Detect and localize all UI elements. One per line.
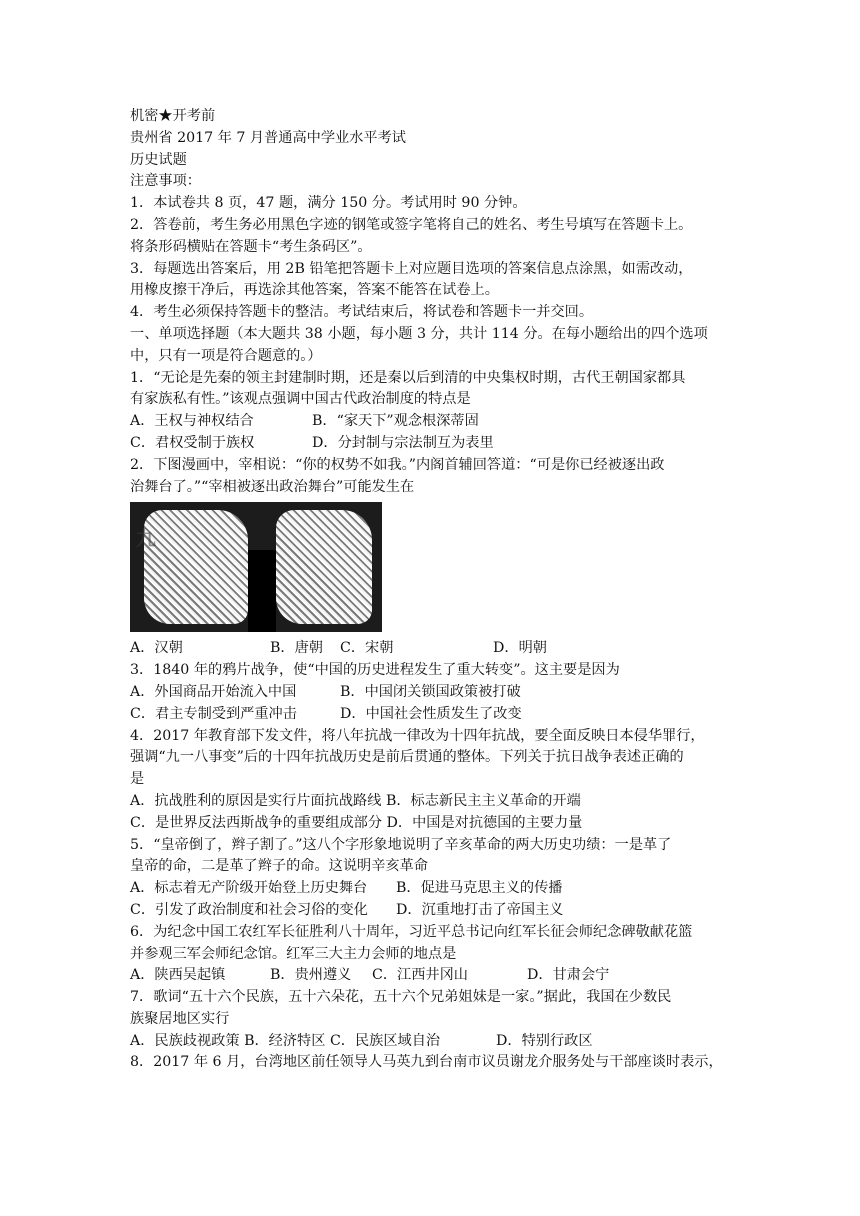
- q7-option-abc: A．民族歧视政策 B．经济特区 C．民族区域自治: [130, 1032, 441, 1049]
- q7-option-d: D．特别行政区: [496, 1032, 593, 1049]
- q7-stem: 7．歌词“五十六个民族，五十六朵花，五十六个兄弟姐妹是一家。”据此，我国在少数民: [130, 989, 672, 1006]
- note-1: 1．本试卷共 8 页，47 题，满分 150 分。考试用时 90 分钟。: [130, 195, 527, 212]
- q1-option-a: A．王权与神权结合: [130, 413, 254, 430]
- q6-options: [130, 965, 736, 987]
- q7-stem-cont: 族聚居地区实行: [130, 1010, 230, 1027]
- cartoon-figure-left: [144, 510, 248, 624]
- q1-stem-cont: 有家族私有性。”该观点强调中国古代政治制度的特点是: [130, 391, 471, 408]
- q8-stem: 8．2017 年 6 月，台湾地区前任领导人马英九到台南市议员谢龙介服务处与干部座谈时表示，: [130, 1054, 723, 1071]
- q5-options-ab: [130, 878, 736, 900]
- q6-option-a: A．陕西吴起镇: [130, 967, 226, 984]
- q3-options-cd: [130, 704, 736, 726]
- exam-page: [130, 106, 736, 1074]
- notes-heading: 注意事项：: [130, 173, 201, 190]
- q5-option-d: D．沉重地打击了帝国主义: [396, 901, 564, 918]
- q2-option-c: C．宋朝: [340, 640, 394, 657]
- q4-stem-end: 是: [130, 771, 145, 788]
- note-4: 4．考生必须保持答题卡的整洁。考试结束后，将试卷和答题卡一并交回。: [130, 304, 594, 321]
- q2-option-a: A．汉朝: [130, 640, 183, 657]
- exam-title: 贵州省 2017 年 7 月普通高中学业水平考试: [130, 129, 406, 146]
- q4-options-cd: C．是世界反法西斯战争的重要组成部分 D．中国是对抗德国的主要力量: [130, 814, 583, 831]
- q3-options-ab: [130, 682, 736, 704]
- section-1-heading: 一、单项选择题（本大题共 38 小题，每小题 3 分，共计 114 分。在每小题给出的四个选项: [130, 325, 708, 342]
- watermark: 九: [136, 526, 158, 551]
- q6-option-d: D．甘肃会宁: [527, 967, 610, 984]
- q5-option-c: C．引发了政治制度和社会习俗的变化: [130, 901, 368, 918]
- note-3b: 用橡皮擦干净后，再选涂其他答案，答案不能答在试卷上。: [130, 282, 499, 299]
- q4-stem: 4．2017 年教育部下发文件，将八年抗战一律改为十四年抗战，要全面反映日本侵华罪行，: [130, 727, 705, 744]
- q2-option-d: D．明朝: [493, 640, 547, 657]
- q3-option-d: D．中国社会性质发生了改变: [340, 705, 522, 722]
- q1-option-c: C．君权受制于族权: [130, 434, 255, 451]
- secret-label: 机密★开考前: [130, 108, 216, 124]
- q7-options: [130, 1031, 736, 1053]
- q1-option-b: B．“家天下”观念根深蒂固: [312, 413, 479, 430]
- q5-option-b: B．促进马克思主义的传播: [396, 880, 563, 897]
- q3-option-a: A．外国商品开始流入中国: [130, 683, 297, 700]
- q5-stem: 5．“皇帝倒了，辫子割了。”这八个字形象地说明了辛亥革命的两大历史功绩：一是革了: [130, 836, 672, 853]
- q3-stem: 3．1840 年的鸦片战争，使“中国的历史进程发生了重大转变”。这主要是因为: [130, 662, 620, 679]
- cartoon-figure-right: [276, 510, 372, 624]
- q5-option-a: A．标志着无产阶级开始登上历史舞台: [130, 880, 368, 897]
- cartoon-image: [130, 502, 382, 632]
- q2-stem-cont: 治舞台了。”“宰相被逐出政治舞台”可能发生在: [130, 478, 415, 495]
- subject-title: 历史试题: [130, 151, 187, 168]
- q1-option-d: D．分封制与宗法制互为表里: [312, 434, 494, 451]
- q4-options-ab: A．抗战胜利的原因是实行片面抗战路线 B．标志新民主主义革命的开端: [130, 792, 581, 809]
- q3-option-b: B．中国闭关锁国政策被打破: [340, 683, 521, 700]
- q6-option-b: B．贵州遵义: [270, 967, 352, 984]
- q5-options-cd: [130, 900, 736, 922]
- q1-options-cd: [130, 433, 736, 455]
- q3-option-c: C．君主专制受到严重冲击: [130, 705, 297, 722]
- q2-options: [130, 638, 736, 660]
- q5-stem-cont: 皇帝的命，二是革了辫子的命。这说明辛亥革命: [130, 858, 428, 875]
- q6-option-c: C．江西井冈山: [372, 967, 468, 984]
- q6-stem: 6．为纪念中国工农红军长征胜利八十周年，习近平总书记向红军长征会师纪念碑敬献花篮: [130, 923, 693, 940]
- note-3a: 3．每题选出答案后，用 2B 铅笔把答题卡上对应题目选项的答案信息点涂黑，如需改动，: [130, 260, 693, 277]
- q1-options-ab: [130, 411, 736, 433]
- section-1-heading-cont: 中，只有一项是符合题意的。）: [130, 347, 322, 364]
- q2-option-b: B．唐朝: [270, 640, 323, 657]
- note-2a: 2．答卷前，考生务必用黑色字迹的钢笔或签字笔将自己的姓名、考生号填写在答题卡上。: [130, 216, 693, 233]
- q6-stem-cont: 并参观三军会师纪念馆。红军三大主力会师的地点是: [130, 945, 457, 962]
- q4-stem-cont: 强调“九一八事变”后的十四年抗战历史是前后贯通的整体。下列关于抗日战争表述正确的: [130, 749, 684, 766]
- q1-stem: 1．“无论是先秦的领主封建制时期，还是秦以后到清的中央集权时期，古代王朝国家都具: [130, 369, 686, 386]
- q2-stem: 2．下图漫画中，宰相说：“你的权势不如我。”内阁首辅回答道：“可是你已经被逐出政: [130, 456, 665, 473]
- note-2b: 将条形码横贴在答题卡“考生条码区”。: [130, 238, 372, 255]
